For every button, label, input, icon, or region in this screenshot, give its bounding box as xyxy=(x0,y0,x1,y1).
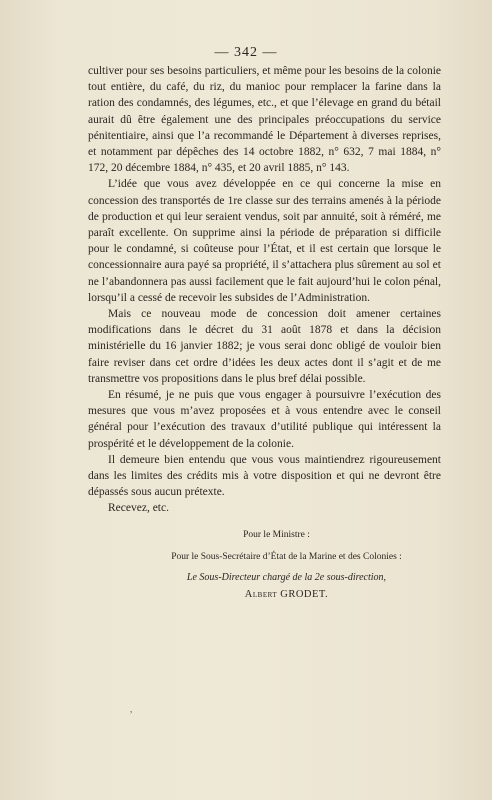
paragraph-4: En résumé, je ne puis que vous engager à poursuivre l’exécution des mesures que vous m’avez proposées et à vous entendre avec le conseil général pour l’exécution des travaux d’utilité publique qui intéressent la prospérité et le développement de la colonie. xyxy=(88,389,441,450)
signature-line-undersecretary: Pour le Sous-Secrétaire d’État de la Marine et des Colonies : xyxy=(171,552,402,562)
signature-line-minister: Pour le Ministre : xyxy=(243,530,310,540)
signature-line-subdirector: Le Sous-Directeur chargé de la 2e sous-direction, xyxy=(186,572,387,583)
ink-speck: , xyxy=(130,704,133,714)
paragraph-5: Il demeure bien entendu que vous vous maintiendrez rigoureusement dans les limites des crédits mis à votre disposition et qui ne devront être dépassés sous aucun prétexte. xyxy=(88,453,441,499)
signature-name: Albert GRODET. xyxy=(244,589,329,600)
letter-body xyxy=(88,63,441,517)
paragraph-1: cultiver pour ses besoins particuliers, et même pour les besoins de la colonie tout entière, du café, du riz, du manioc pour remplacer la farine dans la ration des condamnés, des légumes, etc., et que l’élevage en grand du bétail aurait dû être également une des principales préoccupations du service pénitentiaire, ainsi que l’a recommandé le Département à diverses reprises, et notamment par dépêches des 14 octobre 1882, n° 632, 7 mai 1884, n° 172, 20 décembre 1884, n° 435, et 20 avril 1885, n° 143. xyxy=(88,65,441,175)
closing-formula: Recevez, etc. xyxy=(108,502,169,515)
page-number: — 342 — xyxy=(214,45,278,60)
paragraph-2: L’idée que vous avez développée en ce qui concerne la mise en concession des transportés de 1re classe sur des terrains amenés à la période de production et qui leur seraient vendus, soit par annuité, soit à réméré, me paraît excellente. On supprime ainsi la période de préparation si difficile pour le condamné, si coûteuse pour l’État, et il est certain que lorsque le concessionnaire aura payé sa propriété, il s’attachera plus sûrement au sol et ne l’abandonnera pas aussi facilement que le fait aujourd’hui le colon pénal, lorsqu’il a cessé de recevoir les subsides de l’Administration. xyxy=(88,178,441,304)
paragraph-3: Mais ce nouveau mode de concession doit amener certaines modifications dans le décret du 31 août 1878 et dans la décision ministérielle du 16 janvier 1882; je vous serai donc obligé de vouloir bien faire reviser dans cet ordre d’idées les deux actes dont il s’agit et de me transmettre vos propositions dans le plus bref délai possible. xyxy=(88,308,441,385)
